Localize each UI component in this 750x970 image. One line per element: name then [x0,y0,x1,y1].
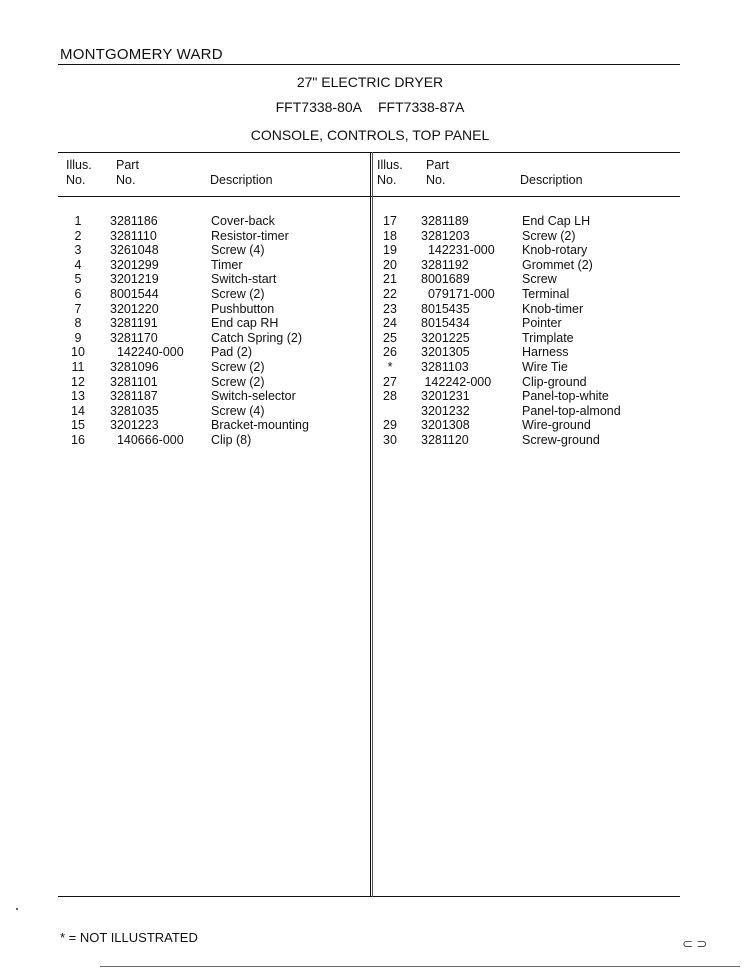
table-cell: Knob-timer [522,301,584,316]
table-cell: 142240-000 [110,345,184,360]
right-description-column [522,214,621,448]
table-cell: * [387,359,393,374]
table-cell: Panel-top-almond [522,403,621,418]
section-title: CONSOLE, CONTROLS, TOP PANEL [250,127,490,143]
document-title: 27" ELECTRIC DRYER [296,74,444,90]
model-numbers [0,99,740,115]
left-illus-column [64,214,92,448]
header-label: Illus. [66,158,92,172]
header-label: No. [426,173,446,187]
table-cell: 20 [383,257,397,272]
table-cell: Timer [211,257,243,272]
table-cell: Pad (2) [211,345,252,360]
table-cell: Catch Spring (2) [211,330,303,345]
table-top-rule [58,152,680,153]
table-cell: Terminal [522,286,570,301]
header-label: Part [426,158,449,172]
table-cell: Wire Tie [522,359,568,374]
table-cell: 3281101 [110,374,158,389]
right-header-description: Description [520,173,583,187]
table-cell: Harness [522,345,569,360]
table-cell: 8015435 [421,301,470,316]
table-cell: Wire-ground [522,418,591,433]
table-cell: 10 [71,345,85,360]
scan-speck [16,908,18,910]
table-cell: 23 [383,301,397,316]
table-cell: 8001689 [421,272,470,287]
table-cell: 13 [71,389,85,404]
table-cell: 3281120 [421,432,469,447]
table-cell: 3201220 [110,301,159,316]
table-cell: 3281203 [421,228,470,243]
table-cell: 3201299 [110,257,159,272]
table-cell: 18 [383,228,397,243]
table-cell: 3281189 [421,214,469,228]
model-number-a: FFT7338-80A [275,99,362,115]
table-cell: 28 [383,389,397,404]
table-cell: 24 [383,316,397,331]
table-cell: 3281110 [110,228,157,243]
table-cell: 6 [74,286,82,301]
model-number-b: FFT7338-87A [378,99,465,115]
table-cell: 12 [71,374,85,389]
table-cell: Screw (2) [211,286,265,301]
table-cell: 3201232 [421,403,470,418]
page-mark: ⊂ ⊃ [682,936,708,951]
left-part-column [110,214,184,448]
table-cell: 3281035 [110,403,159,418]
table-cell: 11 [71,359,85,374]
table-cell: 3201308 [421,418,470,433]
table-cell: 8015434 [421,316,470,331]
table-cell: Panel-top-white [522,389,609,404]
table-cell: 22 [383,286,397,301]
left-description-column [211,214,309,448]
table-bottom-rule [58,896,680,897]
table-cell: 3281187 [110,389,158,404]
table-cell: Screw [522,272,557,287]
table-cell: Resistor-timer [211,228,289,243]
table-cell: 3261048 [110,243,159,258]
table-cell: Clip-ground [522,374,587,389]
table-cell: Pushbutton [211,301,275,316]
table-cell: 7 [74,301,82,316]
table-cell: 3281170 [110,330,158,345]
table-cell: Screw-ground [522,432,600,447]
header-label: No. [377,173,397,187]
left-header-illus [66,158,92,188]
table-cell: 14 [71,403,85,418]
table-cell: Screw (4) [211,243,265,258]
table-cell: 3201231 [421,389,470,404]
left-header-description: Description [210,173,273,187]
table-cell: 19 [383,243,397,258]
table-cell: 29 [383,418,397,433]
footnote: * = NOT ILLUSTRATED [60,930,198,945]
table-cell: 3281191 [110,316,158,331]
table-cell: Screw (2) [522,228,576,243]
table-cell: Clip (8) [211,432,252,447]
table-cell: 9 [74,330,82,345]
table-cell: 4 [74,257,82,272]
table-cell: 17 [383,214,397,228]
table-cell: Screw (2) [211,374,265,389]
table-cell: 3201305 [421,345,470,360]
table-cell: 140666-000 [110,432,184,447]
table-cell: 3 [74,243,82,258]
right-header-illus [377,158,403,188]
table-cell: 8 [74,316,82,331]
table-cell: 21 [383,272,397,287]
header-label: Illus. [377,158,403,172]
table-header-rule [58,196,680,197]
table-cell: 3201219 [110,272,159,287]
table-column-divider-inner [372,152,373,897]
table-cell: 27 [383,374,397,389]
table-cell: 3281186 [110,214,158,228]
top-divider [58,64,680,65]
parts-table [58,152,680,897]
table-cell: Screw (4) [211,403,265,418]
table-cell: 30 [383,432,397,447]
table-cell: Pointer [522,316,562,331]
table-cell: 8001544 [110,286,159,301]
table-cell: 142231-000 [421,243,495,258]
header-label: Part [116,158,139,172]
table-cell: 2 [74,228,82,243]
header-label: No. [116,173,136,187]
table-cell: Screw (2) [211,359,265,374]
right-part-column [421,214,495,448]
table-cell: 079171-000 [421,286,495,301]
table-cell: Grommet (2) [522,257,593,272]
table-cell: 16 [71,432,85,447]
table-cell: 3201223 [110,418,159,433]
right-illus-column [376,214,404,448]
table-cell: 3281103 [421,359,469,374]
table-cell: 3281192 [421,257,469,272]
table-cell: Cover-back [211,214,275,228]
left-header-part [116,158,139,188]
table-cell: 26 [383,345,397,360]
table-cell: 25 [383,330,397,345]
table-cell [376,404,404,419]
table-cell: 3201225 [421,330,470,345]
table-cell: Trimplate [522,330,574,345]
table-cell: 5 [74,272,82,287]
table-cell: Switch-start [211,272,277,287]
table-cell: 142242-000 [421,374,492,389]
table-cell: Knob-rotary [522,243,588,258]
table-cell: Switch-selector [211,389,296,404]
brand-name: MONTGOMERY WARD [60,46,223,63]
table-cell: 3281096 [110,359,159,374]
right-header-part [426,158,449,188]
table-column-divider [370,152,371,897]
table-cell: 15 [71,418,85,433]
table-cell: Bracket-mounting [211,418,309,433]
bottom-rule [100,966,740,967]
table-cell: End Cap LH [522,214,591,228]
header-label: No. [66,173,86,187]
table-cell: 1 [74,214,82,228]
table-cell: End cap RH [211,316,279,331]
